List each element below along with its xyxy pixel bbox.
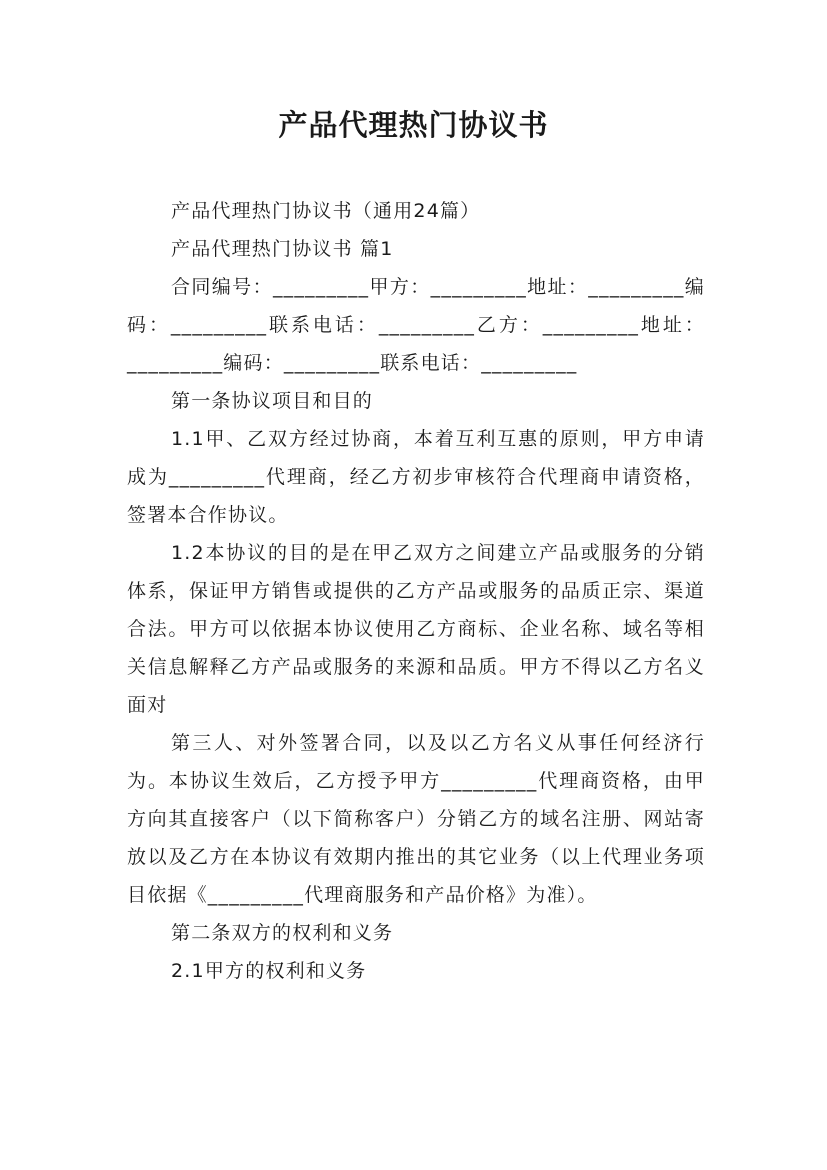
- paragraph-heading-article: 产品代理热门协议书 篇1: [171, 238, 394, 260]
- paragraph-section-1-heading: 第一条协议项目和目的: [171, 390, 374, 412]
- document-title: 产品代理热门协议书: [278, 108, 549, 142]
- paragraph-clause-1-2: 1.2本协议的目的是在甲乙双方之间建立产品或服务的分销体系，保证甲方销售或提供的乙方产品或服务的品质正宗、渠道合法。甲方可以依据本协议使用乙方商标、企业名称、域名等相关信息解释乙方产品或服务的来源和品质。甲方不得以乙方名义面对: [127, 542, 705, 716]
- paragraph-heading-collection: 产品代理热门协议书（通用24篇）: [171, 200, 481, 222]
- paragraph-section-2-heading: 第二条双方的权利和义务: [171, 922, 394, 944]
- paragraph-clause-1-1: 1.1甲、乙双方经过协商，本着互利互惠的原则，甲方申请成为_________代理商，经乙方初步审核符合代理商申请资格，签署本合作协议。: [127, 428, 705, 526]
- document-body: [127, 192, 705, 990]
- paragraph-clause-2-1: 2.1甲方的权利和义务: [171, 960, 367, 982]
- paragraph-clause-1-2-continued: 第三人、对外签署合同，以及以乙方名义从事任何经济行为。本协议生效后，乙方授予甲方_________代理商资格，由甲方向其直接客户（以下简称客户）分销乙方的域名注册、网站寄放以及乙方在本协议有效期内推出的其它业务（以上代理业务项目依据《_________代理商服务和产品价格》为准）。: [127, 732, 705, 906]
- paragraph-contract-parties: 合同编号：_________甲方：_________地址：_________编码：_________联系电话：_________乙方：_________地址：_________编码：_________联系电话：_________: [127, 276, 705, 374]
